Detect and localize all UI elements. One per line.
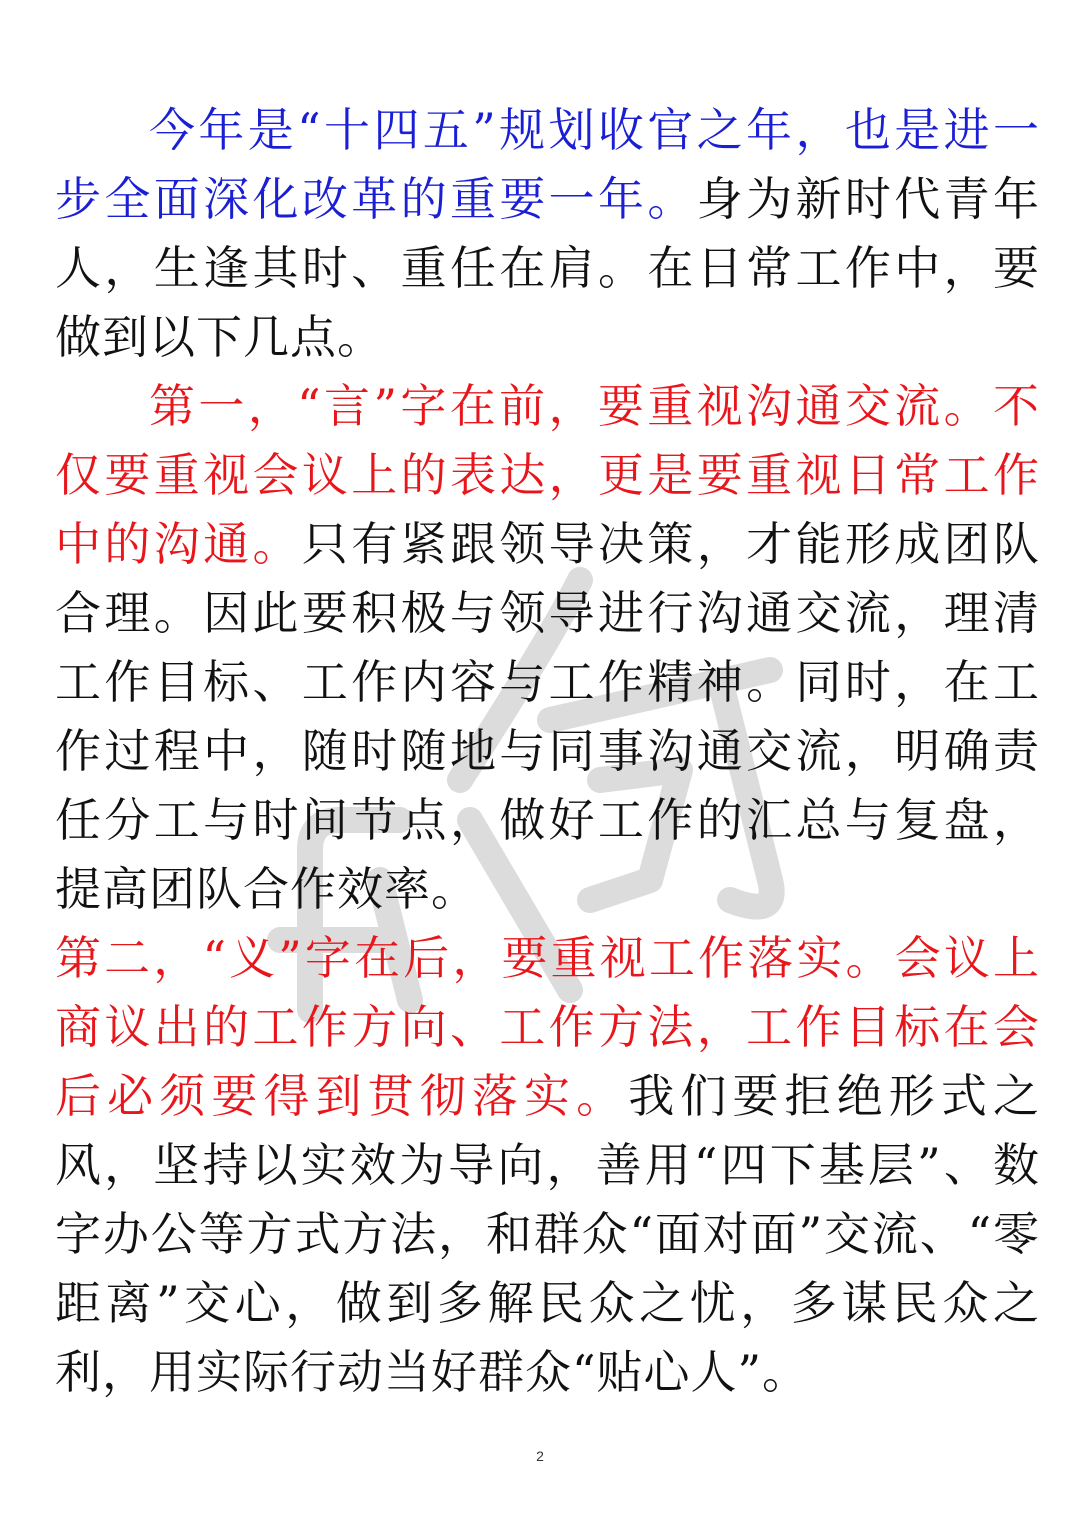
paragraph-intro-highlight: 今年是“十四五”规划收官之年，也是进一步全面深化改革的重要一年。: [55, 103, 1040, 226]
paragraph-second-point-text: 我们要拒绝形式之风，坚持以实效为导向，善用“四下基层”、数字办公等方式方法，和群众“面对面”交流、“零距离”交心，做到多解民众之忧，多谋民众之利，用实际行动当好群众“贴心人”。: [55, 1069, 1041, 1399]
paragraph-second-point: [55, 924, 1040, 1407]
paragraph-second-point-highlight: 第二，“义”字在后，要重视工作落实。会议上商议出的工作方向、工作方法，工作目标在会后必须要得到贯彻落实。: [55, 931, 1040, 1123]
paragraph-first-point: [55, 372, 1040, 924]
document-body: [55, 96, 1040, 1407]
paragraph-intro-text: 身为新时代青年人，生逢其时、重任在肩。在日常工作中，要做到以下几点。: [55, 172, 1041, 364]
page-number: 2: [536, 1448, 544, 1464]
paragraph-first-point-highlight: 第一，“言”字在前，要重视沟通交流。不仅要重视会议上的表达，更是要重视日常工作中的沟通。: [55, 379, 1040, 571]
paragraph-intro: [55, 96, 1040, 372]
paragraph-first-point-text: 只有紧跟领导决策，才能形成团队合理。因此要积极与领导进行沟通交流，理清工作目标、工作内容与工作精神。同时，在工作过程中，随时随地与同事沟通交流，明确责任分工与时间节点，做好工作的汇总与复盘，提高团队合作效率。: [55, 517, 1041, 916]
